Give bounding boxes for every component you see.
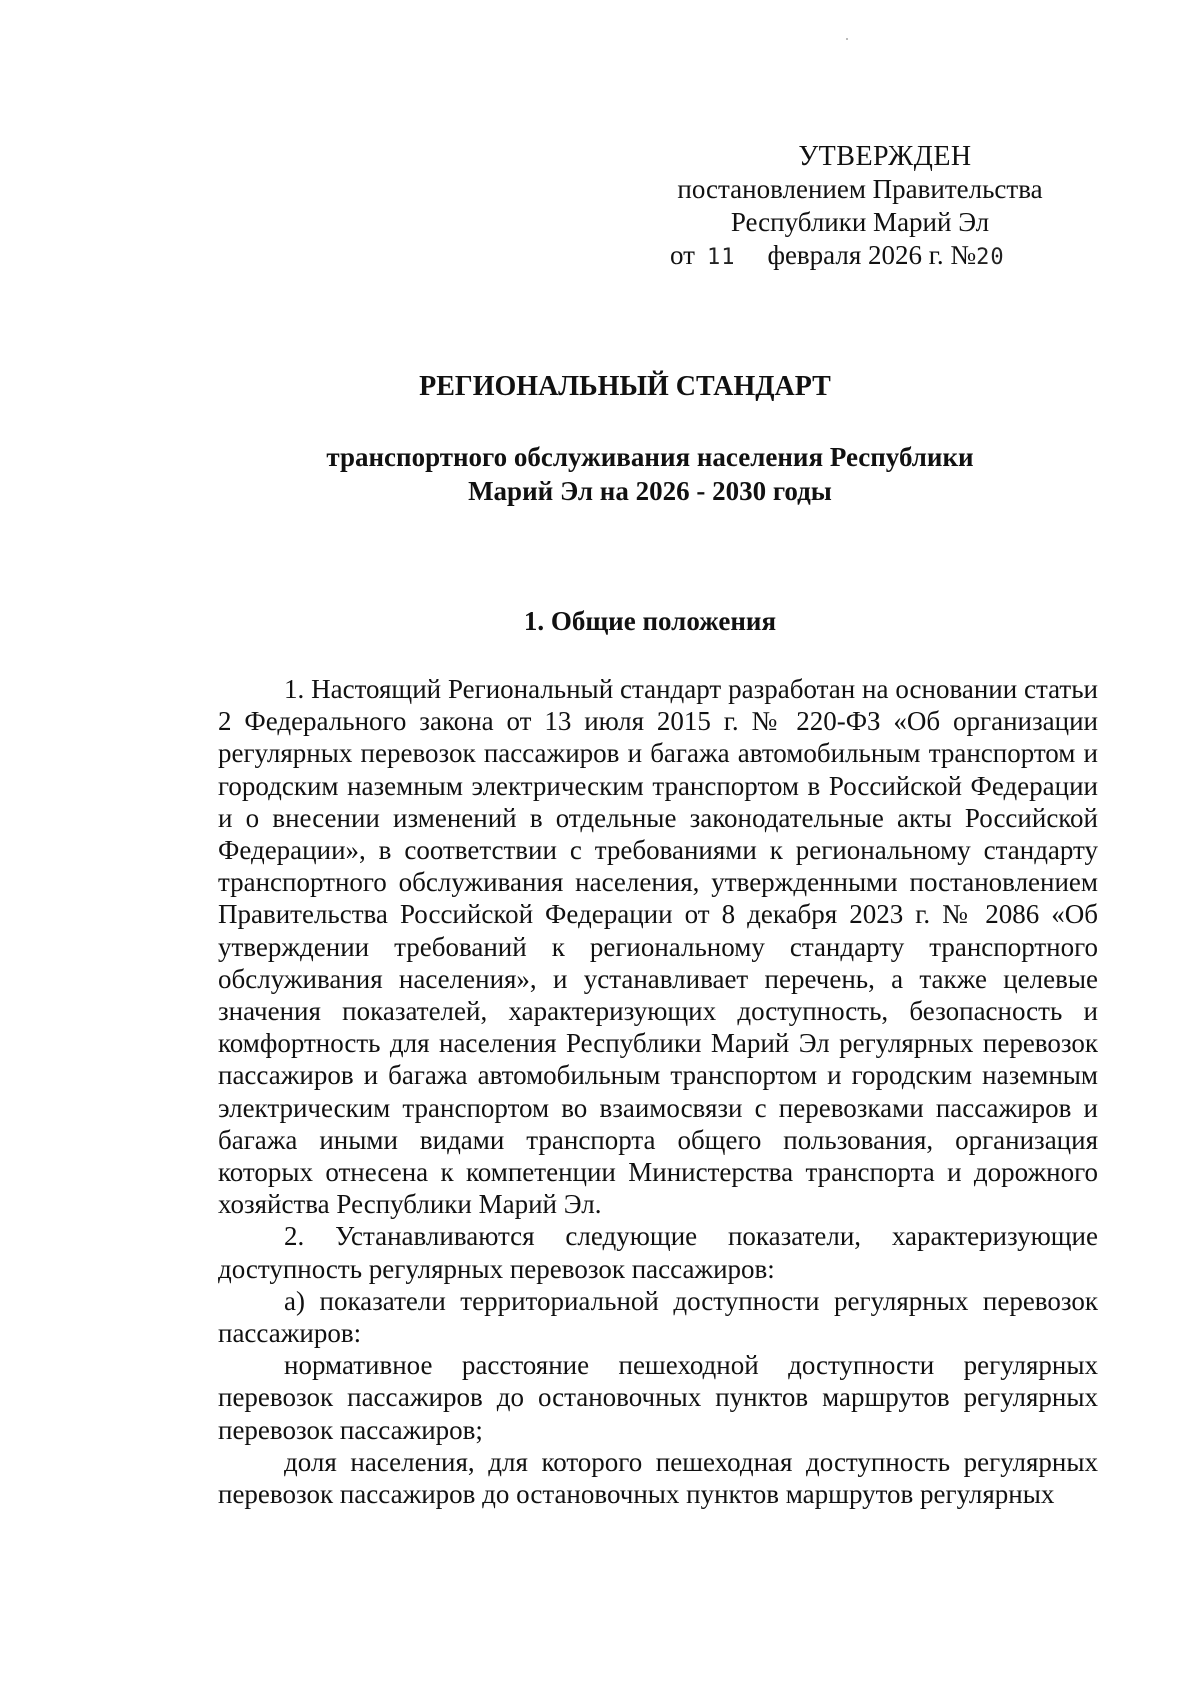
paragraph-1: 1. Настоящий Региональный стандарт разработан на основании статьи 2 Федерального закона от 13 июля 2015 г. № 220-ФЗ «Об организации регулярных перевозок пассажиров и багажа автомобильным транспортом и городским наземным электрическим транспортом в Российской Федерации и о внесении изменений в отдельные законодательные акты Российской Федерации», в соответствии с требованиями к региональному стандарту транспортного обслуживания населения, утвержденными постановлением Правительства Российской Федерации от 8 декабря 2023 г. № 2086 «Об утверждении требований к региональному стандарту транспортного обслуживания населения», и устанавливает перечень, а также целевые значения показателей, характеризующих доступность, безопасность и комфортность для населения Республики Марий Эл регулярных перевозок пассажиров и багажа автомобильным транспортом и городским наземным электрическим транспортом во взаимосвязи с перевозками пассажиров и багажа иными видами транспорта общего пользования, организация которых отнесена к компетенции Министерства транспорта и дорожного хозяйства Республики Марий Эл. <box>218 674 1098 1220</box>
approval-date-middle: февраля 2026 г. № <box>767 240 977 270</box>
approval-number-handwritten: 20 <box>976 245 1005 270</box>
scan-artifact <box>846 38 848 40</box>
approval-line-republic: Республики Марий Эл <box>730 207 990 237</box>
paragraph-2a: а) показатели территориальной доступности регулярных перевозок пассажиров: <box>218 1285 1098 1349</box>
paragraph-2a-item-1: нормативное расстояние пешеходной доступности регулярных перевозок пассажиров до остановочных пунктов маршрутов регулярных перевозок пассажиров; <box>218 1350 1098 1445</box>
approval-line-decree: постановлением Правительства <box>677 174 1043 204</box>
section-body <box>218 673 1098 1510</box>
subtitle-line-2: Марий Эл на 2026 - 2030 годы <box>468 476 832 506</box>
section-heading: 1. Общие положения <box>523 606 777 636</box>
document-title: РЕГИОНАЛЬНЫЙ СТАНДАРТ <box>419 371 831 402</box>
approval-block <box>640 140 1080 274</box>
paragraph-2a-item-2: доля населения, для которого пешеходная доступность регулярных перевозок пассажиров до остановочных пунктов маршрутов регулярных <box>218 1446 1098 1510</box>
document-subtitle <box>200 440 1100 508</box>
subtitle-line-1: транспортного обслуживания населения Республики <box>326 442 974 472</box>
paragraph-2: 2. Устанавливаются следующие показатели, характеризующие доступность регулярных перевозок пассажиров: <box>218 1221 1098 1284</box>
approval-date-line <box>640 239 1080 274</box>
approval-date-prefix: от <box>670 240 695 270</box>
approval-day-handwritten: 11 <box>706 245 736 270</box>
approval-title: УТВЕРЖДЕН <box>798 141 972 172</box>
